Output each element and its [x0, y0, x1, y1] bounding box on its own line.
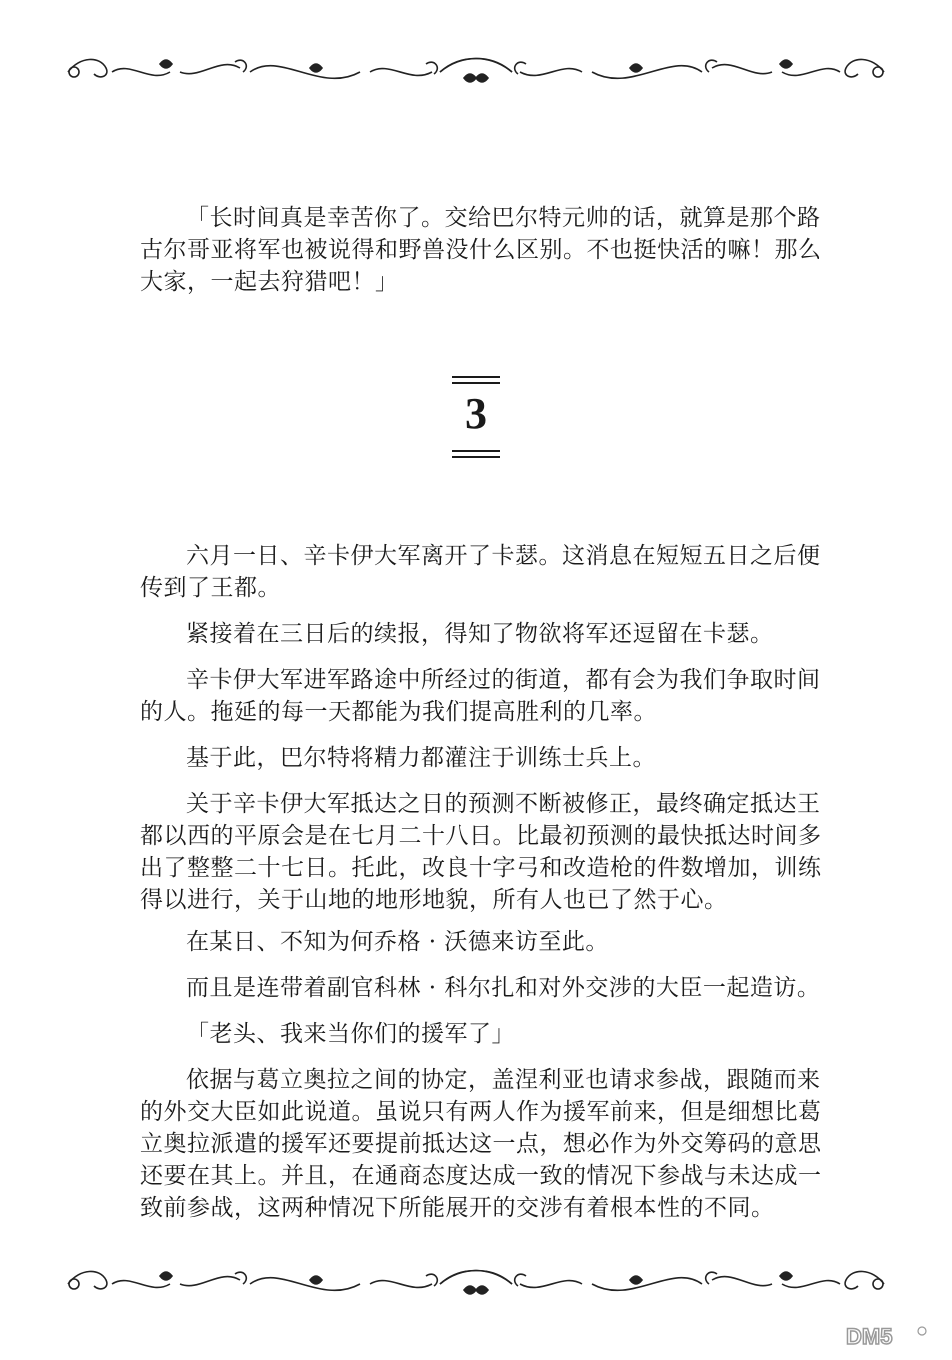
chapter-rule-bottom [452, 456, 500, 458]
body-paragraph: 六月一日、辛卡伊大军离开了卡瑟。这消息在短短五日之后便传到了王都。 [140, 543, 821, 601]
body-paragraph: 依据与葛立奥拉之间的协定，盖涅利亚也请求参战，跟随而来的外交大臣如此说道。虽说只有两人作为援军前来，但是细想比葛立奥拉派遣的援军还要提前抵达这一点，想必作为外交筹码的意思还要在其上。并且，在通商态度达成一致的情况下参战与未达成一致前参战，这两种情况下所能展开的交涉有着根本性的不同。 [140, 1067, 822, 1221]
dm5-watermark-logo [842, 1322, 936, 1350]
dialogue-paragraph: 「老头、我来当你们的援军了」 [186, 1021, 515, 1047]
chapter-rule-top [452, 376, 500, 378]
body-paragraph: 关于辛卡伊大军抵达之日的预测不断被修正，最终确定抵达王都以西的平原会是在七月二十八日。比最初预测的最快抵达时间多出了整整二十七日。托此，改良十字弓和改造枪的件数增加，训练得以进行，关于山地的地形地貌，所有人也已了然于心。 [140, 791, 822, 913]
opening-quote-paragraph: 「长时间真是幸苦你了。交给巴尔特元帅的话，就算是那个路古尔哥亚将军也被说得和野兽没什么区别。不也挺快活的嘛！那么大家，一起去狩猎吧！」 [140, 205, 822, 295]
body-paragraph: 辛卡伊大军进军路途中所经过的街道，都有会为我们争取时间的人。拖延的每一天都能为我们提高胜利的几率。 [140, 667, 821, 725]
svg-text:DM5: DM5 [846, 1324, 893, 1349]
chapter-rule-bottom-inner [452, 450, 500, 452]
body-paragraph: 基于此，巴尔特将精力都灌注于训练士兵上。 [186, 745, 656, 771]
chapter-heading [446, 370, 506, 462]
body-paragraph: 在某日、不知为何乔格 · 沃德来访至此。 [186, 929, 609, 955]
body-paragraph: 而且是连带着副官科林 · 科尔扎和对外交涉的大臣一起造访。 [186, 975, 821, 1001]
top-ornament-border-icon [60, 50, 892, 94]
chapter-rule-top-inner [452, 382, 500, 384]
bottom-ornament-border-icon [60, 1262, 892, 1306]
body-paragraph: 紧接着在三日后的续报，得知了物欲将军还逗留在卡瑟。 [186, 621, 774, 647]
chapter-number: 3 [465, 389, 487, 438]
